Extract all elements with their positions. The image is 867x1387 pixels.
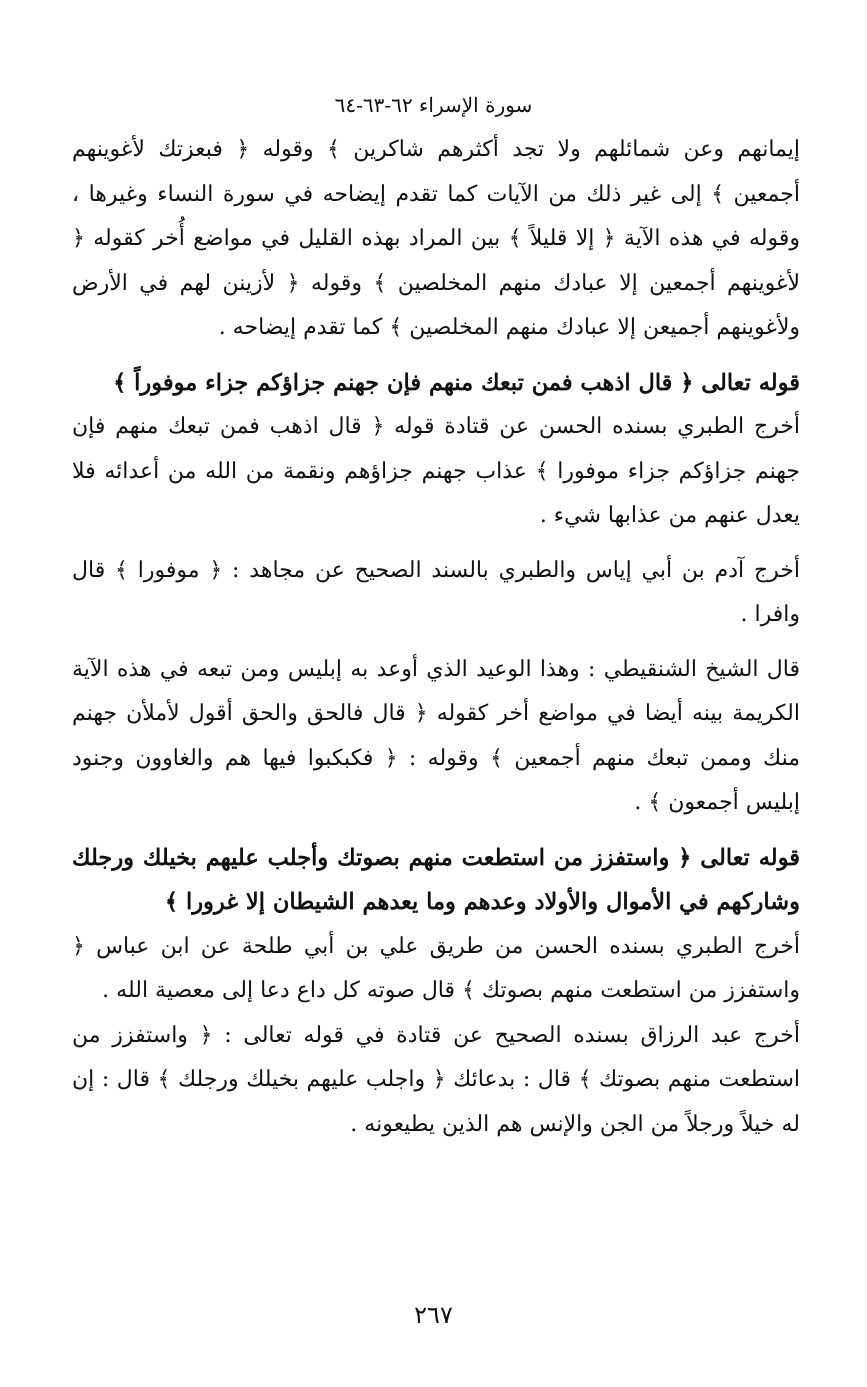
paragraph-continuation: إيمانهم وعن شمائلهم ولا تجد أكثرهم شاكرين ﴾ وقوله ﴿ فبعزتك لأغوينهم أجمعين ﴾ إلى غير ذلك من الآيات كما تقدم إيضاحه في سورة النساء وغيرها ، وقوله في هذه الآية ﴿ إلا قليلاً ﴾ بين المراد بهذه القليل في مواضع أُخر كقوله ﴿ لأغوينهم أجمعين إلا عبادك منهم المخلصين ﴾ وقوله ﴿ لأزينن لهم في الأرض ولأغوينهم أجميعن إلا عبادك منهم المخلصين ﴾ كما تقدم إيضاحه . <box>72 137 800 340</box>
page-number: ٢٦٧ <box>414 1301 453 1329</box>
running-header: سورة الإسراء ٦٢-٦٣-٦٤ <box>334 93 533 117</box>
paragraph-gap <box>72 826 800 836</box>
paragraph-gap <box>72 539 800 549</box>
paragraph-gap <box>72 638 800 648</box>
paragraph-adam-mujahid: أخرج آدم بن أبي إياس والطبري بالسند الصحيح عن مجاهد : ﴿ موفورا ﴾ قال وافرا . <box>72 557 801 627</box>
verse-heading-1: قوله تعالى ﴿ قال اذهب فمن تبعك منهم فإن جهنم جزاؤكم جزاء موفوراً ﴾ <box>113 369 800 396</box>
paragraph-gap <box>72 351 800 361</box>
paragraph-tabari-ibn-abbas: أخرج الطبري بسنده الحسن من طريق علي بن أبي طلحة عن ابن عباس ﴿ واستفزز من استطعت منهم بصوتك ﴾ قال صوته كل داع دعا إلى معصية الله . <box>72 933 800 1003</box>
paragraph-shinqiti: قال الشيخ الشنقيطي : وهذا الوعيد الذي أوعد به إبليس ومن تبعه في هذه الآية الكريمة بينه أيضا في مواضع أخر كقوله ﴿ قال فالحق والحق أقول لأملأن جهنم منك وممن تبعك منهم أجمعين ﴾ وقوله : ﴿ فكبكبوا فيها هم والغاوون وجنود إبليس أجمعون ﴾ . <box>72 656 800 815</box>
paragraph-tabari-qatada: أخرج الطبري بسنده الحسن عن قتادة قوله ﴿ قال اذهب فمن تبعك منهم فإن جهنم جزاؤكم جزاء موفورا ﴾ عذاب جهنم جزاؤهم ونقمة من الله من أعدائه فلا يعدل عنهم من عذابها شيء . <box>72 414 800 528</box>
paragraph-abdurrazzaq-qatada: أخرج عبد الرزاق بسنده الصحيح عن قتادة في قوله تعالى : ﴿ واستفزز من استطعت منهم بصوتك ﴾ قال : بدعائك ﴿ واجلب عليهم بخيلك ورجلك ﴾ قال : إن له خيلاً ورجلاً من الجن والإنس هم الذين يطيعونه . <box>72 1022 800 1137</box>
page-body <box>72 128 800 1147</box>
verse-heading-2: قوله تعالى ﴿ واستفزز من استطعت منهم بصوتك وأجلب عليهم بخيلك ورجلك وشاركهم في الأموال والأولاد وعدهم وما يعدهم الشيطان إلا غرورا ﴾ <box>72 844 800 915</box>
